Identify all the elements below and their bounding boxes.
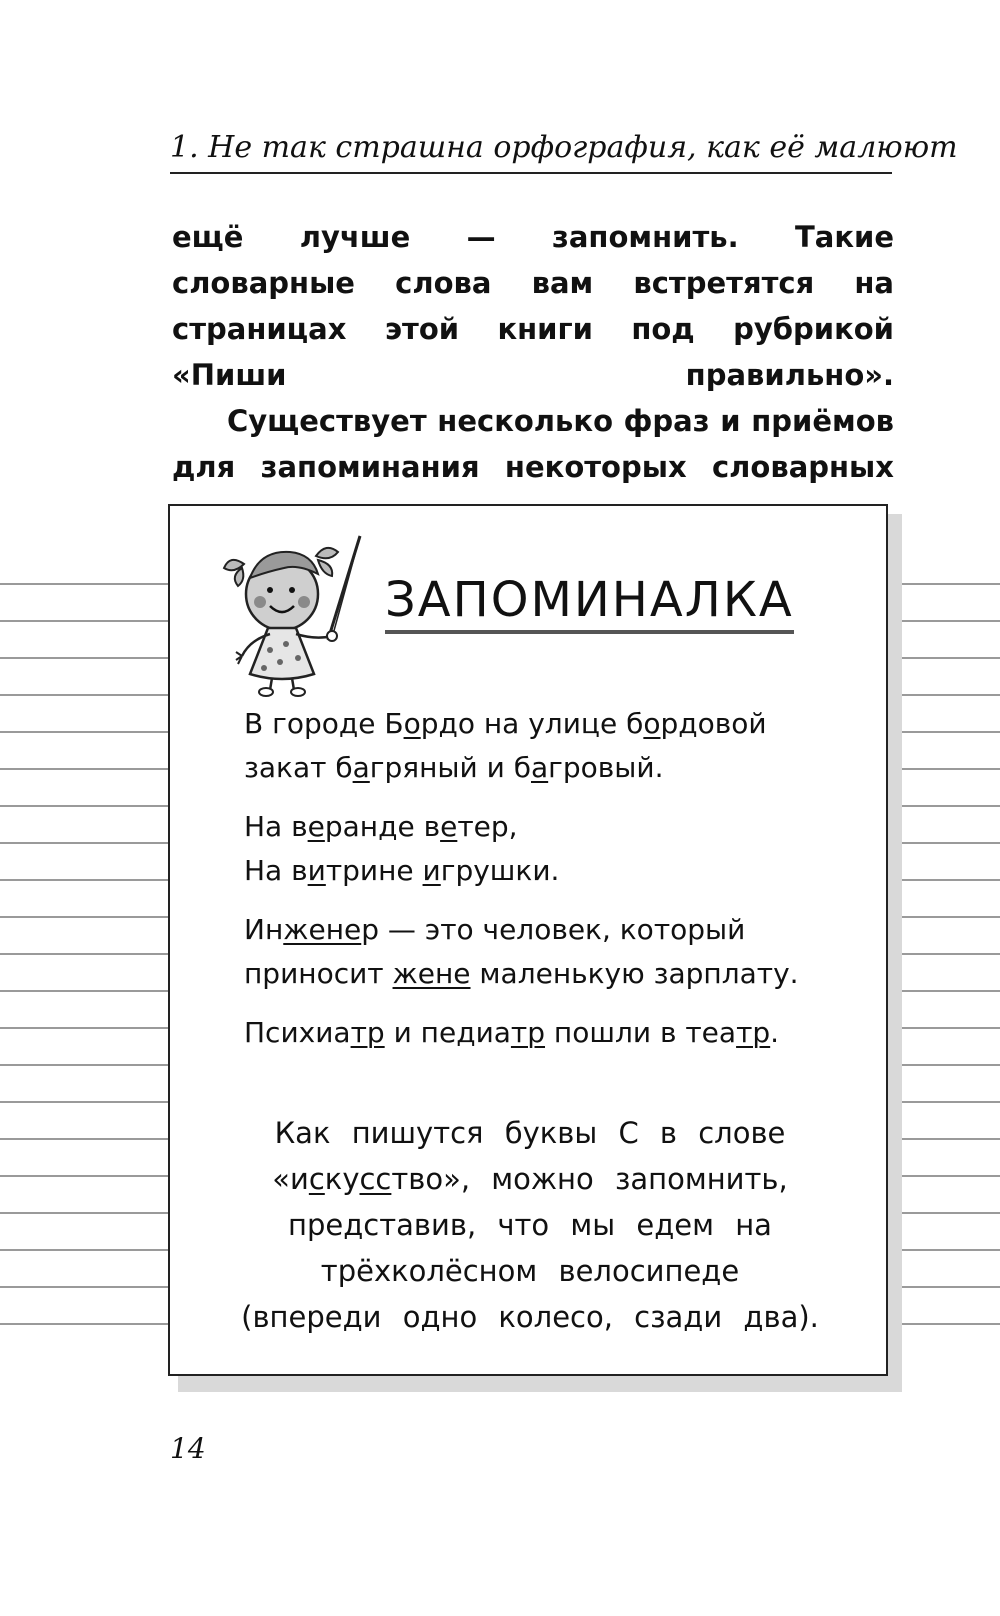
- ruled-lines-right: [890, 548, 1000, 1348]
- text-segment: грушки.: [440, 854, 560, 887]
- text-segment: гровый.: [548, 751, 664, 784]
- mnemonic-line: [244, 849, 864, 893]
- text-segment: На в: [244, 854, 308, 887]
- text-segment: пошли в теа: [545, 1016, 737, 1049]
- underlined-letters: сс: [359, 1162, 392, 1196]
- text-segment: Как пишутся буквы С в слове: [274, 1116, 786, 1150]
- mnemonic-item: [244, 1011, 864, 1055]
- mnemonic-line: [244, 805, 864, 849]
- underlined-letters: тр: [350, 1016, 385, 1049]
- running-head: 1. Не так страшна орфография, как её малюют: [170, 128, 892, 174]
- mnemonic-line: [244, 952, 864, 996]
- underlined-letters: и: [307, 854, 326, 887]
- text-segment: Психиа: [244, 1016, 351, 1049]
- text-segment: тво», можно запомнить,: [391, 1162, 788, 1196]
- note-line: [240, 1202, 820, 1248]
- text-segment: ранде в: [324, 810, 441, 843]
- underlined-letters: е: [307, 810, 325, 843]
- text-segment: и педиа: [384, 1016, 511, 1049]
- box-title: ЗАПОМИНАЛКА: [385, 572, 794, 634]
- intro-text: [172, 214, 894, 536]
- text-segment: Ин: [244, 913, 284, 946]
- intro-paragraph-1: ещё лучше — запомнить. Такие словарные слова вам встретятся на страницах этой книги под рубрикой «Пиши правильно».: [172, 220, 894, 392]
- mnemonic-list: [244, 702, 864, 1070]
- underlined-letters: с: [308, 1162, 325, 1196]
- text-segment: (впереди одно колесо, сзади два).: [241, 1300, 819, 1334]
- mnemonic-item: [244, 805, 864, 893]
- underlined-letters: жене: [392, 957, 471, 990]
- text-segment: р — это человек, который: [361, 913, 746, 946]
- girl-with-pointer-icon: [220, 528, 370, 698]
- mnemonic-item: [244, 702, 864, 790]
- text-segment: ку: [324, 1162, 360, 1196]
- text-segment: маленькую зарплату.: [470, 957, 799, 990]
- mnemonic-line: [244, 702, 864, 746]
- underlined-letters: о: [643, 707, 661, 740]
- note-line: [240, 1110, 820, 1156]
- mnemonic-line: [244, 908, 864, 952]
- underlined-letters: тр: [736, 1016, 771, 1049]
- text-segment: представив, что мы едем на: [288, 1208, 772, 1242]
- text-segment: На в: [244, 810, 308, 843]
- note-line: [240, 1248, 820, 1294]
- page-number: 14: [170, 1432, 206, 1465]
- text-segment: .: [770, 1016, 780, 1049]
- text-segment: трёхколёсном велосипеде: [320, 1254, 740, 1288]
- underlined-letters: тр: [510, 1016, 546, 1049]
- text-segment: В городе Б: [244, 707, 404, 740]
- text-segment: рдовой: [660, 707, 767, 740]
- text-segment: рдо на улице б: [420, 707, 644, 740]
- underlined-letters: е: [440, 810, 458, 843]
- text-segment: гряный и б: [369, 751, 531, 784]
- underlined-letters: а: [531, 751, 549, 784]
- ruled-lines-left: [0, 548, 168, 1348]
- mnemonic-line: [244, 1011, 864, 1055]
- underlined-letters: о: [403, 707, 421, 740]
- text-segment: приносит: [244, 957, 393, 990]
- underlined-letters: а: [352, 751, 370, 784]
- mnemonic-box: [168, 504, 888, 1376]
- text-segment: трине: [325, 854, 423, 887]
- text-segment: «и: [272, 1162, 309, 1196]
- note-line: [240, 1156, 820, 1202]
- note-line: [240, 1294, 820, 1340]
- text-segment: закат б: [244, 751, 353, 784]
- mnemonic-item: [244, 908, 864, 996]
- underlined-letters: жене: [283, 913, 362, 946]
- intro-paragraph-2: Существует несколько фраз и приёмов для запоминания некоторых словарных: [172, 404, 894, 484]
- mnemonic-note: [240, 1110, 820, 1340]
- mnemonic-line: [244, 746, 864, 790]
- text-segment: тер,: [457, 810, 518, 843]
- underlined-letters: и: [422, 854, 441, 887]
